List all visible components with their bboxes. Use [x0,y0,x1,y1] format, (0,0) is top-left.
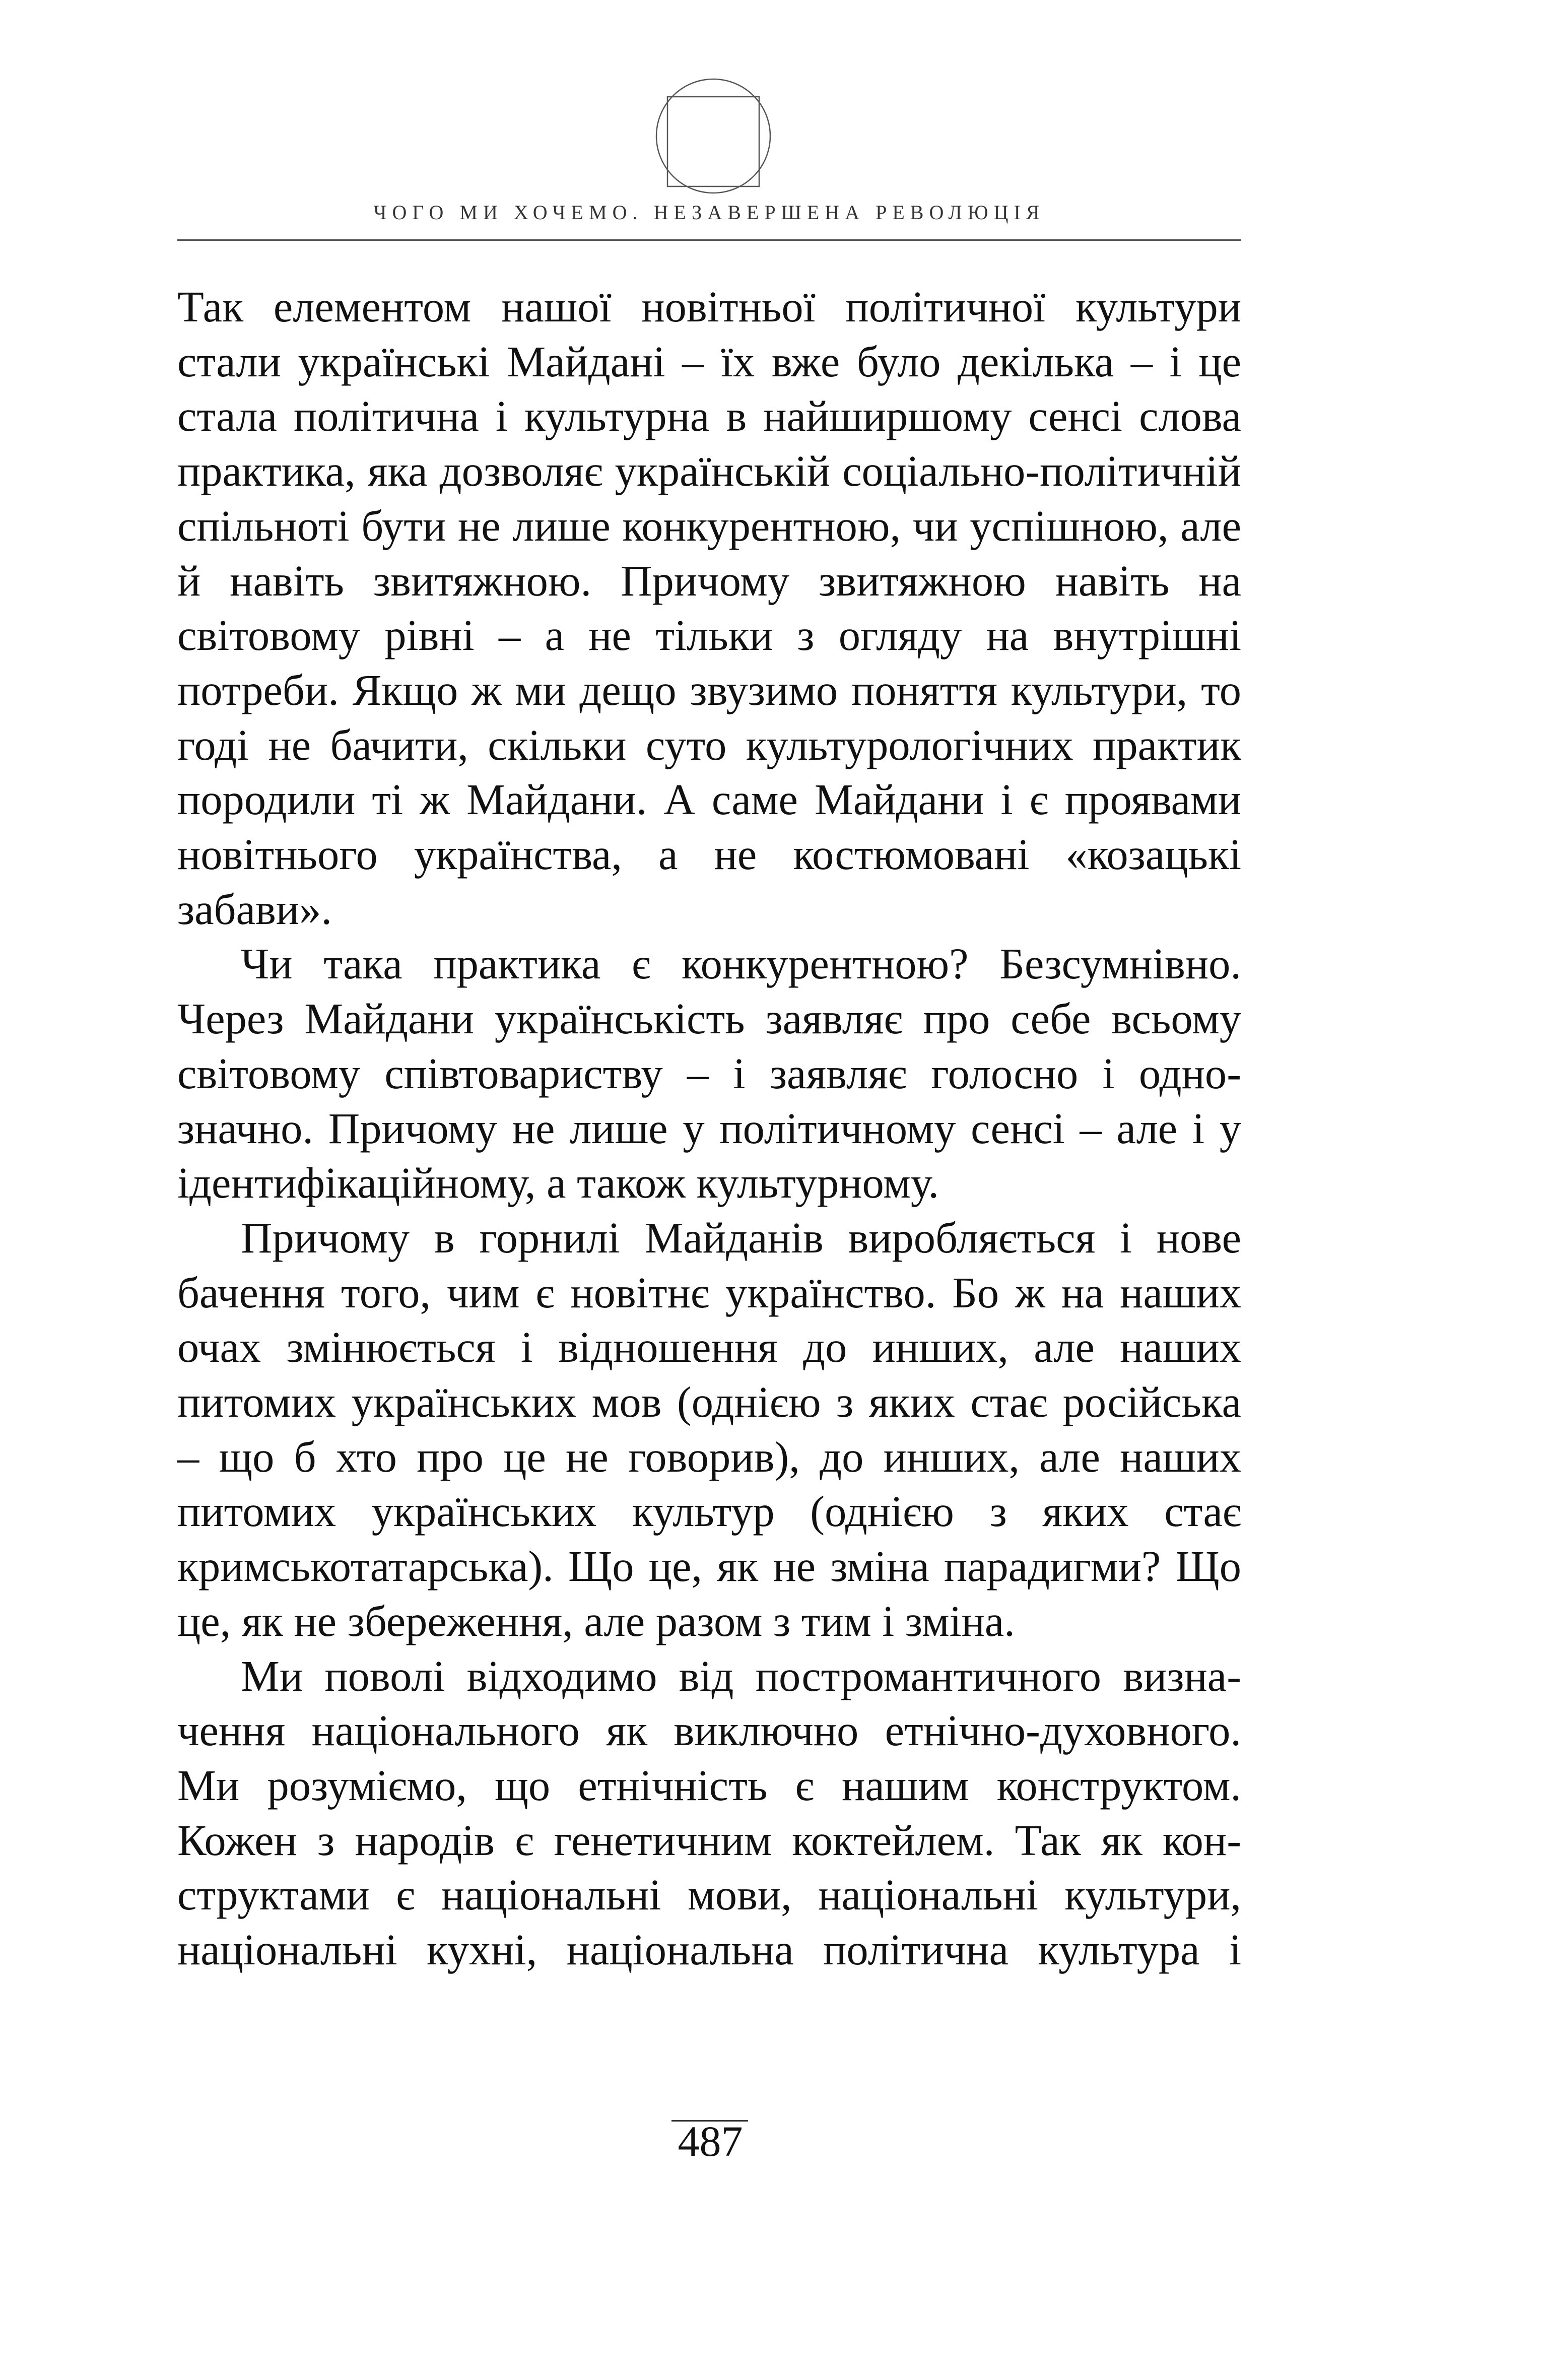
body-text [177,280,1241,1977]
paragraph-3: Причому в горнилі Майданів виробляється і нове бачення того, чим є новітнє українство. Бо ж на наших очах змінюється і відношення до инших, але наших питомих українських мов (однією з яких стає російська – що б хто про це не говорив), до инших, але наших питомих українських культур (однією з яких стає кримськотатарська). Що це, як не зміна парадигми? Що це, як не збереження, але разом з тим і зміна. [177,1213,1241,1645]
header-divider [177,239,1241,241]
paragraph-1: Так елементом нашої новітньої політичної культури стали українські Майдані – їх вже було декілька – і це стала політична і культурна в найширшому сенсі слова практика, яка дозволяє українській соціально-політичній спільноті бути не лише конкурентною, чи успішною, але й навіть звитяжною. Причому звитяжною навіть на світовому рівні – а не тільки з огляду на внутрішні потреби. Якщо ж ми дещо звузимо поняття культури, то годі не бачити, скільки суто культурологічних практик породили ті ж Майдани. А саме Майдани і є проявами новітнього українства, а не костюмовані «козацькі забави». [177,283,1241,934]
paragraph-2: Чи така практика є конкурентною? Безсумнівно. Через Майдани українськість заявляє про себе всьому світовому співтовариству – і заявляє голосно і однозначно. Причому не лише у політичному сенсі – але і у ідентифікаційному, а також культурному. [177,940,1241,1208]
running-header-title: ЧОГО МИ ХОЧЕМО. НЕЗАВЕРШЕНА РЕВОЛЮЦІЯ [373,201,1045,224]
circle-square-emblem-icon [653,76,774,196]
paragraph-4: Ми поволі відходимо від постромантичного визначення національного як виключно етнічно-духовного. Ми розуміємо, що етнічність є нашим конструктом. Кожен з народів є генетичним коктейлем. Так як конструктами є національні мови, національні культури, національні кухні, національна політична культура і [177,1651,1241,1974]
page-number: 487 [678,2117,743,2165]
